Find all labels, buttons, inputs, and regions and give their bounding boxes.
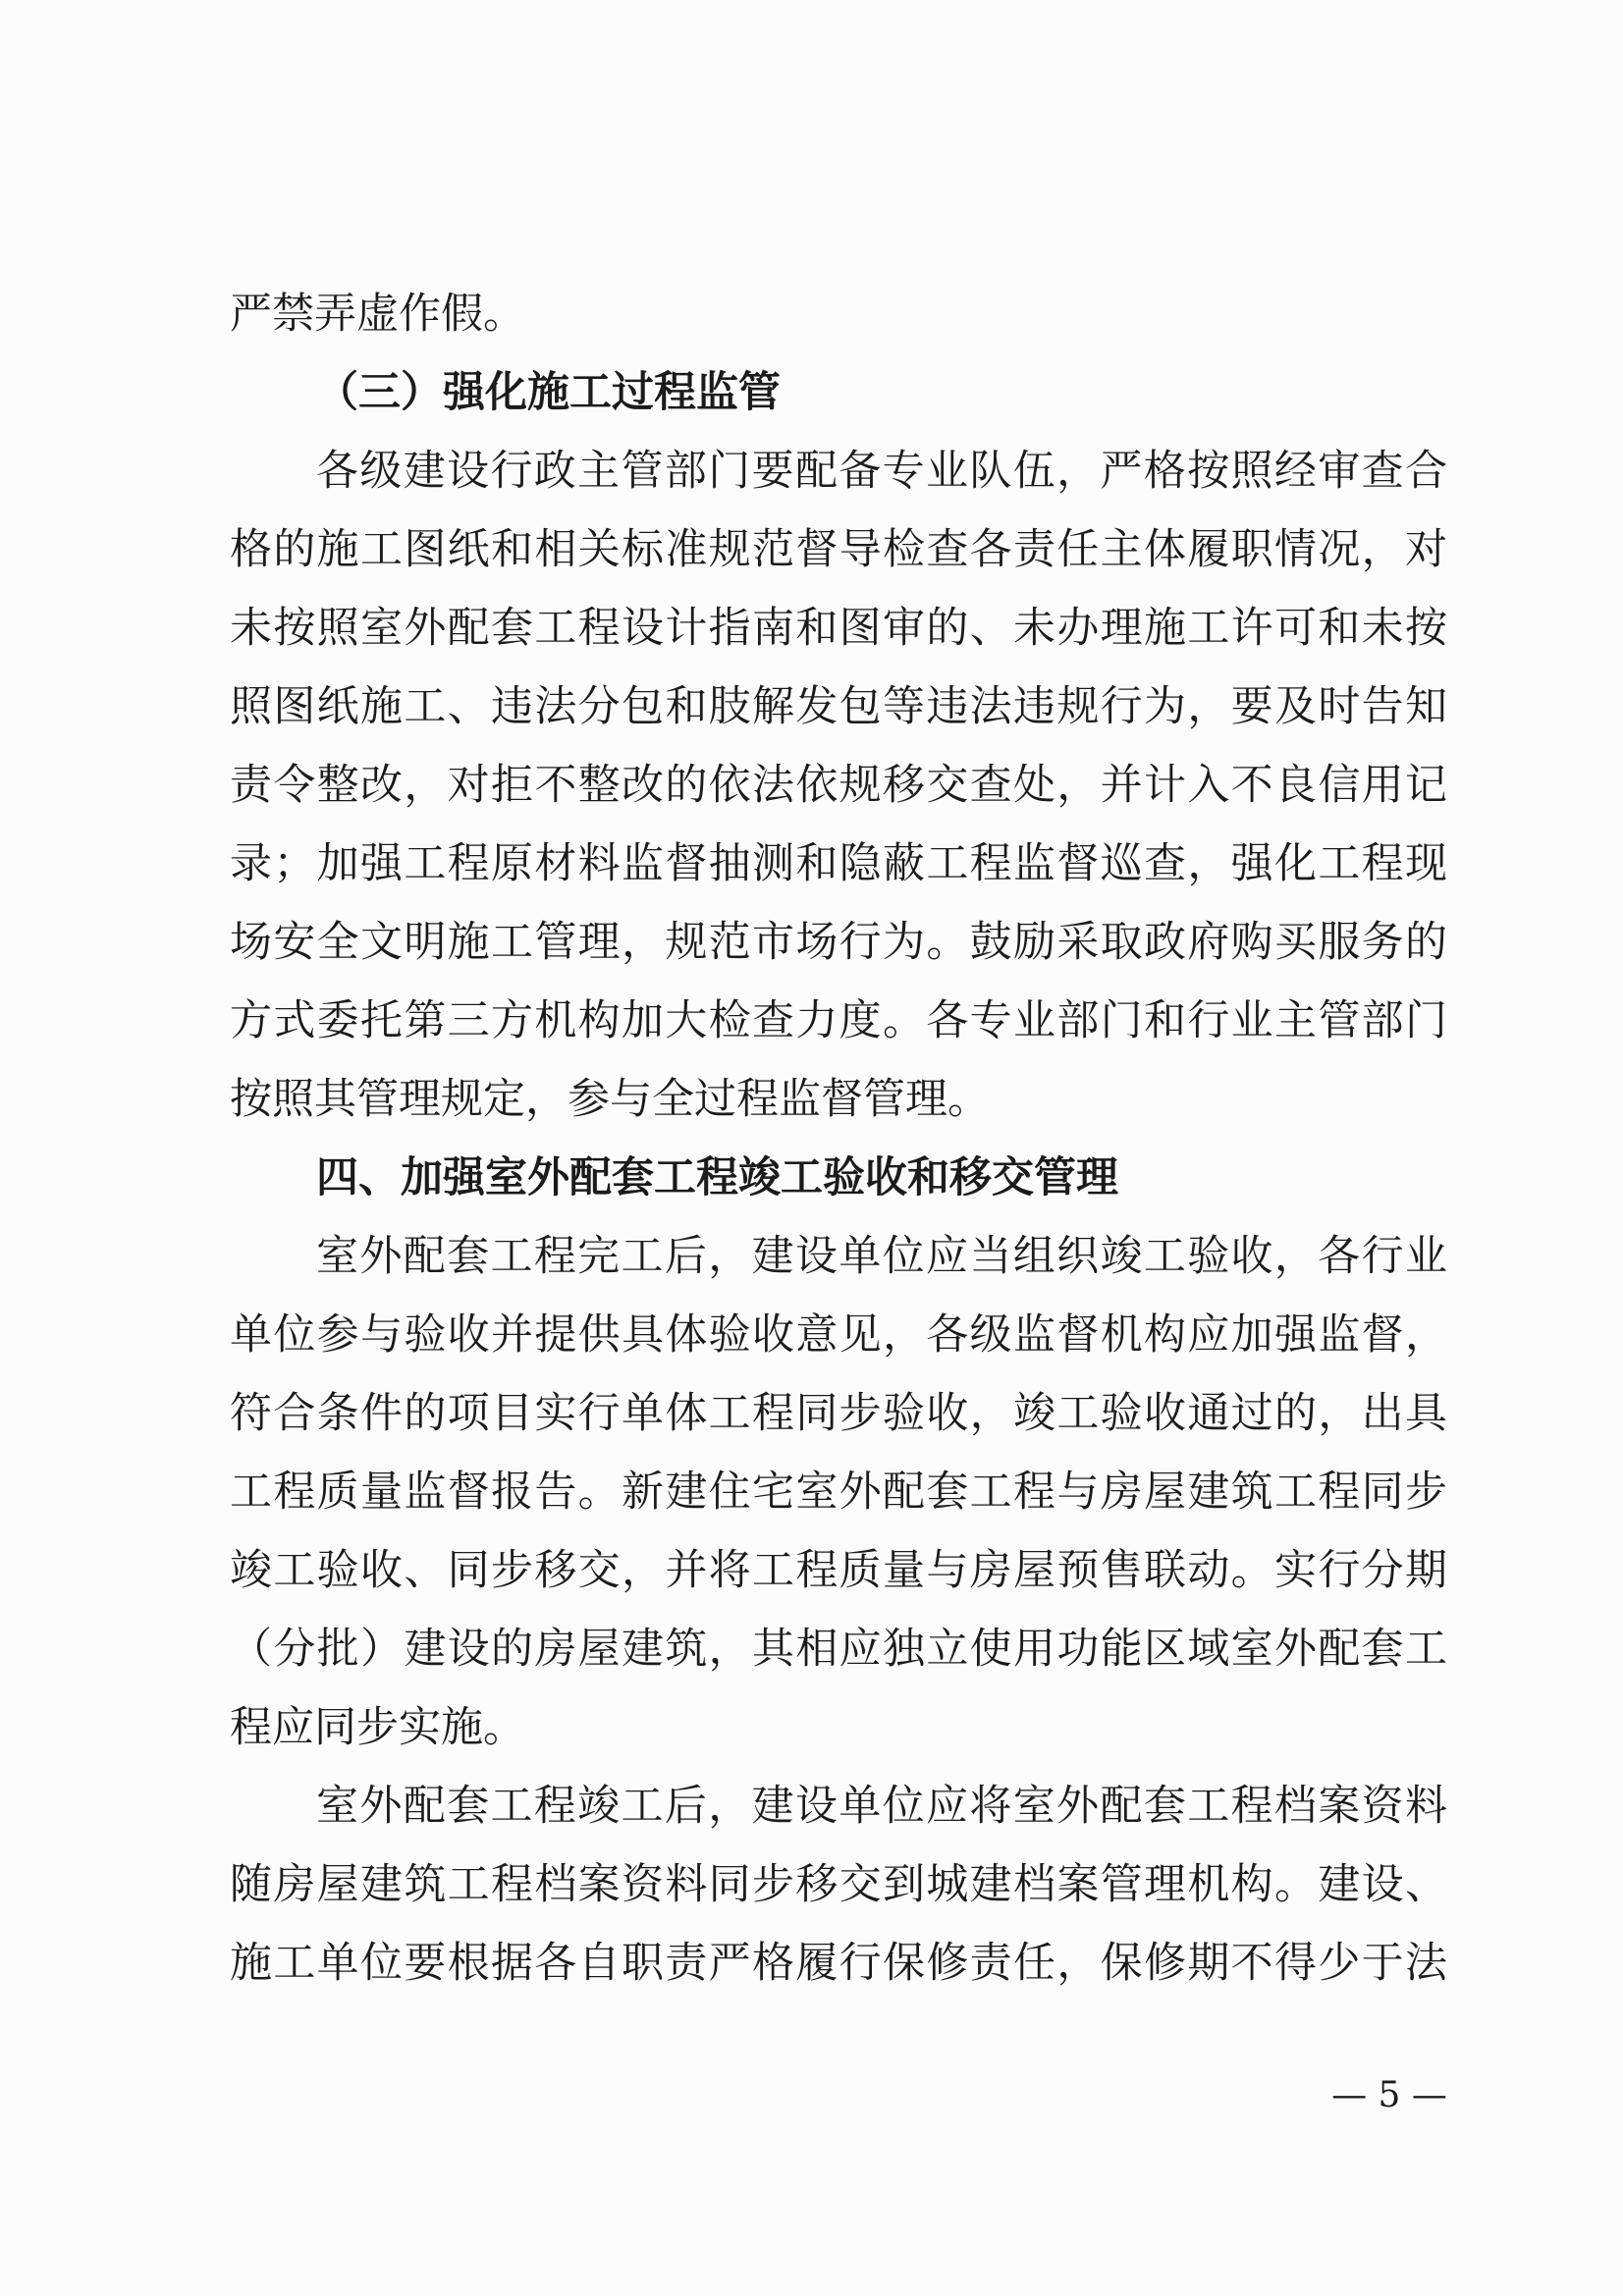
body-text-line: 施工单位要根据各自职责严格履行保修责任，保修期不得少于法 <box>230 1939 1447 1988</box>
body-text-line: 随房屋建筑工程档案资料同步移交到城建档案管理机构。建设、 <box>230 1860 1447 1909</box>
body-text-line: 按照其管理规定，参与全过程监督管理。 <box>230 1075 990 1124</box>
body-text-line: 竣工验收、同步移交，并将工程质量与房屋预售联动。实行分期 <box>230 1546 1447 1595</box>
page-number: — 5 — <box>1331 2075 1447 2115</box>
body-text-line: 未按照室外配套工程设计指南和图审的、未办理施工许可和未按 <box>230 604 1447 653</box>
section-heading: 四、加强室外配套工程竣工验收和移交管理 <box>316 1153 1118 1202</box>
body-text-line: 各级建设行政主管部门要配备专业队伍，严格按照经审查合 <box>316 447 1447 496</box>
body-text-line: 方式委托第三方机构加大检查力度。各专业部门和行业主管部门 <box>230 996 1447 1045</box>
body-text-line: 场安全文明施工管理，规范市场行为。鼓励采取政府购买服务的 <box>230 918 1447 967</box>
body-text-line: 程应同步实施。 <box>230 1703 525 1752</box>
body-text-line: 格的施工图纸和相关标准规范督导检查各责任主体履职情况，对 <box>230 525 1447 574</box>
body-text-line: 单位参与验收并提供具体验收意见，各级监督机构应加强监督， <box>230 1310 1447 1360</box>
body-text-line: 室外配套工程竣工后，建设单位应将室外配套工程档案资料 <box>316 1782 1447 1831</box>
body-text-line: 室外配套工程完工后，建设单位应当组织竣工验收，各行业 <box>316 1232 1447 1281</box>
subsection-heading: （三）强化施工过程监管 <box>316 368 781 417</box>
body-text-line: （分批）建设的房屋建筑，其相应独立使用功能区域室外配套工 <box>230 1625 1447 1674</box>
body-text-line: 责令整改，对拒不整改的依法依规移交查处，并计入不良信用记 <box>230 761 1447 810</box>
body-text-line: 符合条件的项目实行单体工程同步验收，竣工验收通过的，出具 <box>230 1389 1447 1438</box>
body-text-line: 录；加强工程原材料监督抽测和隐蔽工程监督巡查，强化工程现 <box>230 839 1447 888</box>
document-body <box>230 275 1447 2002</box>
body-text-line: 照图纸施工、违法分包和肢解发包等违法违规行为，要及时告知 <box>230 682 1447 731</box>
body-text-line: 严禁弄虚作假。 <box>230 290 525 339</box>
body-text-line: 工程质量监督报告。新建住宅室外配套工程与房屋建筑工程同步 <box>230 1468 1447 1517</box>
